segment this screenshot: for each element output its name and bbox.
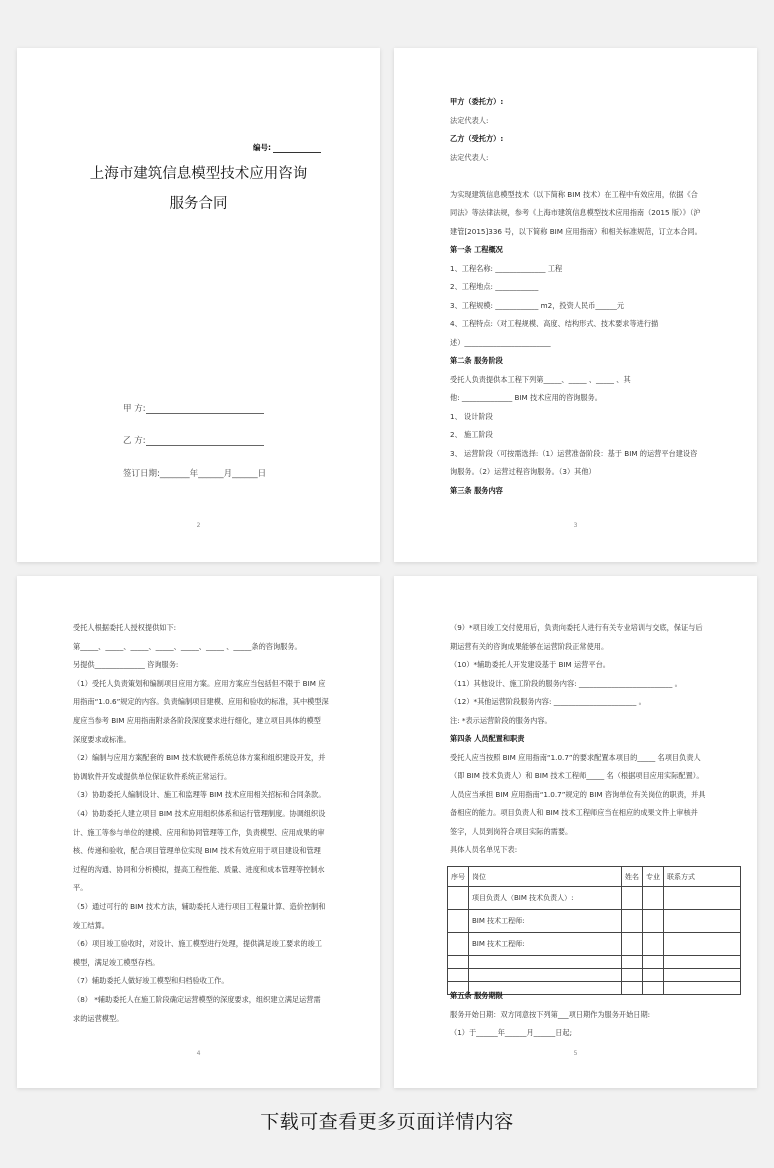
download-more-banner[interactable]: 下载可查看更多页面详情内容 [260, 1111, 514, 1133]
text-line: 具体人员名单见下表: [450, 845, 518, 854]
staff-table-cell [664, 887, 741, 910]
staff-table-row [448, 910, 741, 933]
text-line: （1）于______年______月______日起; [450, 1028, 572, 1037]
section-heading: 第三条 服务内容 [450, 485, 503, 495]
staff-table-cell [643, 956, 664, 969]
text-line: （5）通过可行的 BIM 技术方法，辅助委托人进行项目工程量计算、造价控制和 [73, 902, 326, 911]
page-4 [17, 576, 380, 1088]
staff-position-cell: 项目负责人（BIM 技术负责人）: [469, 887, 622, 910]
staff-table-row [448, 887, 741, 910]
party-b-blank [146, 436, 264, 446]
staff-table-row [448, 969, 741, 982]
text-line: 注: *表示运营阶段的服务内容。 [450, 715, 552, 725]
col-header-index: 序号 [448, 867, 469, 887]
section-heading: 甲方（委托方）: [450, 97, 504, 106]
staff-position-cell [469, 956, 622, 969]
staff-table-cell [622, 887, 643, 910]
staff-table-cell [664, 982, 741, 995]
text-line: （4）协助委托人建立项目 BIM 技术应用组织体系和运行管理制度。协调组织设 [73, 809, 326, 818]
text-line: 平。 [73, 883, 88, 893]
text-line: 签字，人员到岗符合项目实际的需要。 [450, 826, 573, 836]
text-line: （8） *辅助委托人在施工阶段确定运营模型的深度要求，组织建立满足运营需 [73, 995, 321, 1004]
text-line: （12）*其他运营阶段服务内容: _______________________ 。 [450, 697, 646, 706]
staff-table-cell [622, 956, 643, 969]
staff-table-cell [643, 969, 664, 982]
serial-number-blank [273, 144, 321, 153]
text-line: 4、工程特点:（对工程规模、高度、结构形式、技术要求等进行描 [450, 319, 659, 328]
text-line: （10）*辅助委托人开发建设基于 BIM 运营平台。 [450, 660, 610, 669]
text-line: 1、工程名称: ______________ 工程 [450, 263, 563, 273]
text-line: 法定代表人: [450, 152, 489, 162]
party-a-blank [146, 404, 264, 414]
text-line: （9）*项目竣工交付使用后，负责向委托人进行有关专业培训与交底，保证与后 [450, 623, 703, 632]
party-a-field [123, 402, 264, 414]
text-line: 核、传递和验收，配合项目管理单位实现 BIM 技术有效应用于项目建设和管理 [73, 846, 321, 856]
staff-position-cell: BIM 技术工程师: [469, 933, 622, 956]
page-number: 5 [573, 1050, 578, 1057]
text-line: 法定代表人: [450, 115, 489, 125]
text-line: 1、 设计阶段 [450, 411, 493, 421]
text-line: 计、施工等参与单位的建模、应用和协同管理等工作，负责模型、应用成果的审 [73, 827, 325, 837]
staff-table-cell [643, 887, 664, 910]
staff-table-cell [643, 933, 664, 956]
text-line: 服务开始日期：双方同意按下列第___项日期作为服务开始日期: [450, 1009, 651, 1019]
staff-table-cell [664, 933, 741, 956]
text-line: 建管[2015]336 号，以下简称 BIM 应用指南）和相关标准规范，订立本合同。 [450, 226, 702, 236]
text-line: 深度要求或标准。 [73, 734, 131, 744]
staff-table-cell [448, 887, 469, 910]
text-line: 3、工程规模: ____________ m2，投资人民币______元 [450, 300, 625, 310]
text-line: （7）辅助委托人做好竣工模型和归档验收工作。 [73, 976, 229, 986]
staff-table-cell [448, 969, 469, 982]
section-heading: 乙方（受托方）: [450, 134, 504, 143]
staff-table-cell [622, 933, 643, 956]
staff-position-cell [469, 969, 622, 982]
text-line: 竣工结算。 [73, 920, 109, 930]
party-a-label: 甲 方: [123, 404, 146, 414]
page-number: 3 [573, 522, 578, 529]
staff-table-cell [643, 910, 664, 933]
text-line: 另提供______________ 咨询服务: [73, 660, 179, 670]
text-line: 受托人负责提供本工程下列第_____、_____ 、_____ 、其 [450, 374, 631, 384]
staff-table-cell [664, 969, 741, 982]
page-3 [394, 48, 757, 562]
serial-number-label: 编号: [253, 143, 271, 152]
page-number: 2 [196, 522, 201, 529]
text-line: 同法》等法律法规，参考《上海市建筑信息模型技术应用指南（2015 版）》（沪 [450, 208, 701, 217]
staff-table-row [448, 933, 741, 956]
text-line: 他: ______________ BIM 技术应用的咨询服务。 [450, 393, 602, 402]
text-line: 过程的沟通、协同和分析模拟，提高工程性能、质量、进度和成本管理等控制水 [73, 864, 325, 874]
text-line: （6）项目竣工验收时，对设计、施工模型进行处理，提供满足竣工要求的竣工 [73, 939, 322, 949]
text-line: （即 BIM 技术负责人）和 BIM 技术工程师_____ 名（根据项目应用实际配置）。 [450, 771, 704, 780]
party-b-field [123, 434, 264, 446]
staff-position-cell: BIM 技术工程师: [469, 910, 622, 933]
staff-table [447, 866, 741, 995]
staff-table-cell [622, 910, 643, 933]
text-line: 受托人应当按照 BIM 应用指南“1.0.7”的要求配置本项目的_____ 名项目负责人 [450, 752, 701, 762]
section-heading: 第五条 服务期限 [450, 991, 503, 1000]
text-line: 用指南“1.0.6”规定的内容。负责编制项目建模、应用和验收的标准，其中模型深 [73, 697, 329, 707]
text-line: （1）受托人负责策划和编制项目应用方案。应用方案应当包括但不限于 BIM 应 [73, 678, 326, 688]
sign-date-field: 签订日期:_______年______月______日 [123, 469, 267, 479]
staff-table-cell [643, 982, 664, 995]
staff-table-cell [664, 910, 741, 933]
staff-table-cell [448, 910, 469, 933]
text-line: （2）编制与应用方案配套的 BIM 技术软硬件系统总体方案和组织建设开发，并 [73, 753, 326, 763]
page-5 [394, 576, 757, 1088]
text-line: 2、 施工阶段 [450, 430, 493, 439]
col-header-name: 姓名 [622, 867, 643, 887]
section-heading: 第二条 服务阶段 [450, 356, 503, 365]
contract-title-line-1: 上海市建筑信息模型技术应用咨询 [89, 166, 308, 182]
text-line: 3、 运营阶段（可按需选择:（1）运营准备阶段：基于 BIM 的运营平台建设咨 [450, 448, 698, 458]
serial-number-field [253, 142, 321, 153]
text-line: 求的运营模型。 [73, 1013, 124, 1023]
contract-title-line-2: 服务合同 [169, 196, 228, 212]
staff-table-cell [448, 956, 469, 969]
text-line: 人员应当承担 BIM 应用指南“1.0.7”规定的 BIM 咨询单位有关岗位的职责，并具 [450, 789, 706, 799]
staff-table-header [448, 867, 741, 887]
section-heading: 第一条 工程概况 [450, 245, 503, 254]
page-number: 4 [196, 1050, 201, 1057]
text-line: 备相应的能力。项目负责人和 BIM 技术工程师应当在相应的成果文件上审核并 [450, 808, 698, 817]
text-line: 模型，满足竣工模型存档。 [73, 957, 160, 967]
text-line: 述）________________________ [450, 337, 551, 347]
text-line: 受托人根据委托人授权提供如下: [73, 623, 177, 632]
page-2-cover [17, 48, 380, 562]
text-line: （11）其他设计、施工阶段的服务内容: __________________________ 。 [450, 678, 682, 688]
staff-table-cell [622, 969, 643, 982]
staff-table-cell [448, 933, 469, 956]
text-line: 2、工程地点: ____________ [450, 282, 539, 291]
text-line: 询服务。（2）运营过程咨询服务。（3）其他） [450, 467, 596, 476]
text-line: 协调软件开发或提供单位保证软件系统正常运行。 [73, 771, 232, 781]
staff-table-cell [622, 982, 643, 995]
staff-table-row [448, 956, 741, 969]
col-header-contact: 联系方式 [664, 867, 741, 887]
text-line: 第_____、_____、_____、_____、_____、_____ 、_____条的咨询服务。 [73, 641, 302, 651]
text-line: 期运营有关的咨询成果能够在运营阶段正常使用。 [450, 641, 609, 651]
text-line: 为实现建筑信息模型技术（以下简称 BIM 技术）在工程中有效应用，依据《合 [450, 189, 698, 199]
staff-table-cell [664, 956, 741, 969]
text-line: （3）协助委托人编制设计、施工和监理等 BIM 技术应用相关招标和合同条款。 [73, 790, 326, 800]
col-header-position: 岗位 [469, 867, 622, 887]
text-line: 度应当参考 BIM 应用指南附录各阶段深度要求进行细化，建立项目具体的模型 [73, 716, 321, 725]
section-heading: 第四条 人员配置和职责 [450, 734, 525, 743]
col-header-major: 专业 [643, 867, 664, 887]
party-b-label: 乙 方: [123, 436, 146, 446]
